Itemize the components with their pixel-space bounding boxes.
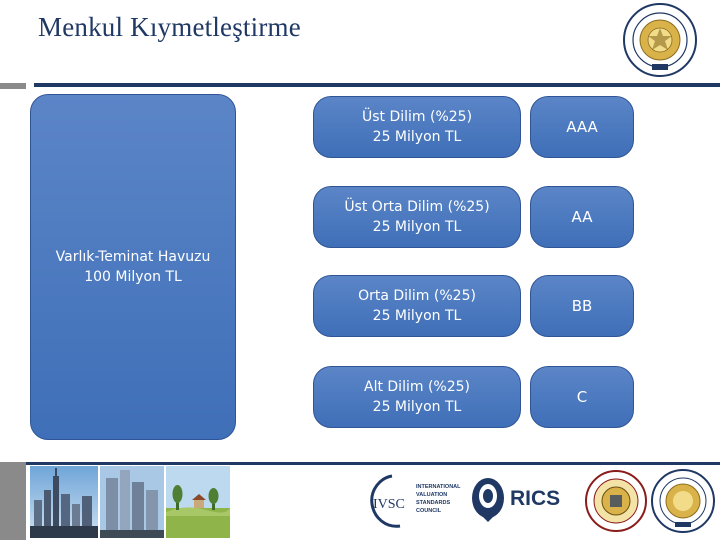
tranche-box-mezzanine	[313, 275, 521, 337]
rating-box-mezzanine	[530, 275, 634, 337]
asset-pool-label: Varlık-Teminat Havuzu	[55, 249, 211, 265]
rating-label: AAA	[566, 118, 598, 136]
footer-side-bar	[0, 462, 26, 540]
ankara-university-seal-icon	[622, 2, 698, 78]
countryside-photo	[166, 466, 230, 538]
ivsc-logo-icon	[366, 468, 462, 534]
tranche-name: Alt Dilim (%25)	[364, 379, 470, 395]
tranche-name: Üst Orta Dilim (%25)	[344, 199, 490, 215]
title-divider	[34, 83, 720, 87]
rating-label: AA	[571, 208, 593, 226]
rics-label: RICS	[510, 487, 561, 510]
tranche-name: Orta Dilim (%25)	[358, 288, 476, 304]
rating-box-senior	[530, 96, 634, 158]
skyscrapers-photo	[100, 466, 164, 538]
asset-pool-amount: 100 Milyon TL	[84, 269, 182, 285]
tranche-amount: 25 Milyon TL	[372, 219, 462, 235]
rics-logo	[466, 468, 578, 534]
ivsc-abbr: IVSC	[373, 497, 405, 512]
rating-box-upper-mezzanine	[530, 186, 634, 248]
rating-box-equity	[530, 366, 634, 428]
rating-label: BB	[571, 297, 593, 315]
ivsc-line1: INTERNATIONAL	[416, 484, 461, 490]
asset-pool-box	[30, 94, 236, 440]
city-skyline-photo	[30, 466, 98, 538]
university-seal-icon	[584, 468, 648, 534]
ankara-university-seal-footer-icon	[650, 468, 716, 534]
tranche-box-senior	[313, 96, 521, 158]
slide-title: Menkul Kıymetleştirme	[38, 12, 301, 42]
tranche-box-equity	[313, 366, 521, 428]
tranche-amount: 25 Milyon TL	[372, 129, 462, 145]
footer-divider	[26, 462, 720, 465]
tranche-box-upper-mezzanine	[313, 186, 521, 248]
ivsc-line3: STANDARDS	[416, 500, 451, 506]
rics-lion-icon	[472, 478, 504, 522]
ivsc-line4: COUNCIL	[416, 508, 442, 514]
side-accent-bar	[0, 83, 26, 89]
rating-label: C	[576, 388, 588, 406]
tranche-name: Üst Dilim (%25)	[361, 109, 473, 125]
tranche-amount: 25 Milyon TL	[372, 308, 462, 324]
ivsc-line2: VALUATION	[416, 492, 448, 498]
tranche-amount: 25 Milyon TL	[372, 399, 462, 415]
